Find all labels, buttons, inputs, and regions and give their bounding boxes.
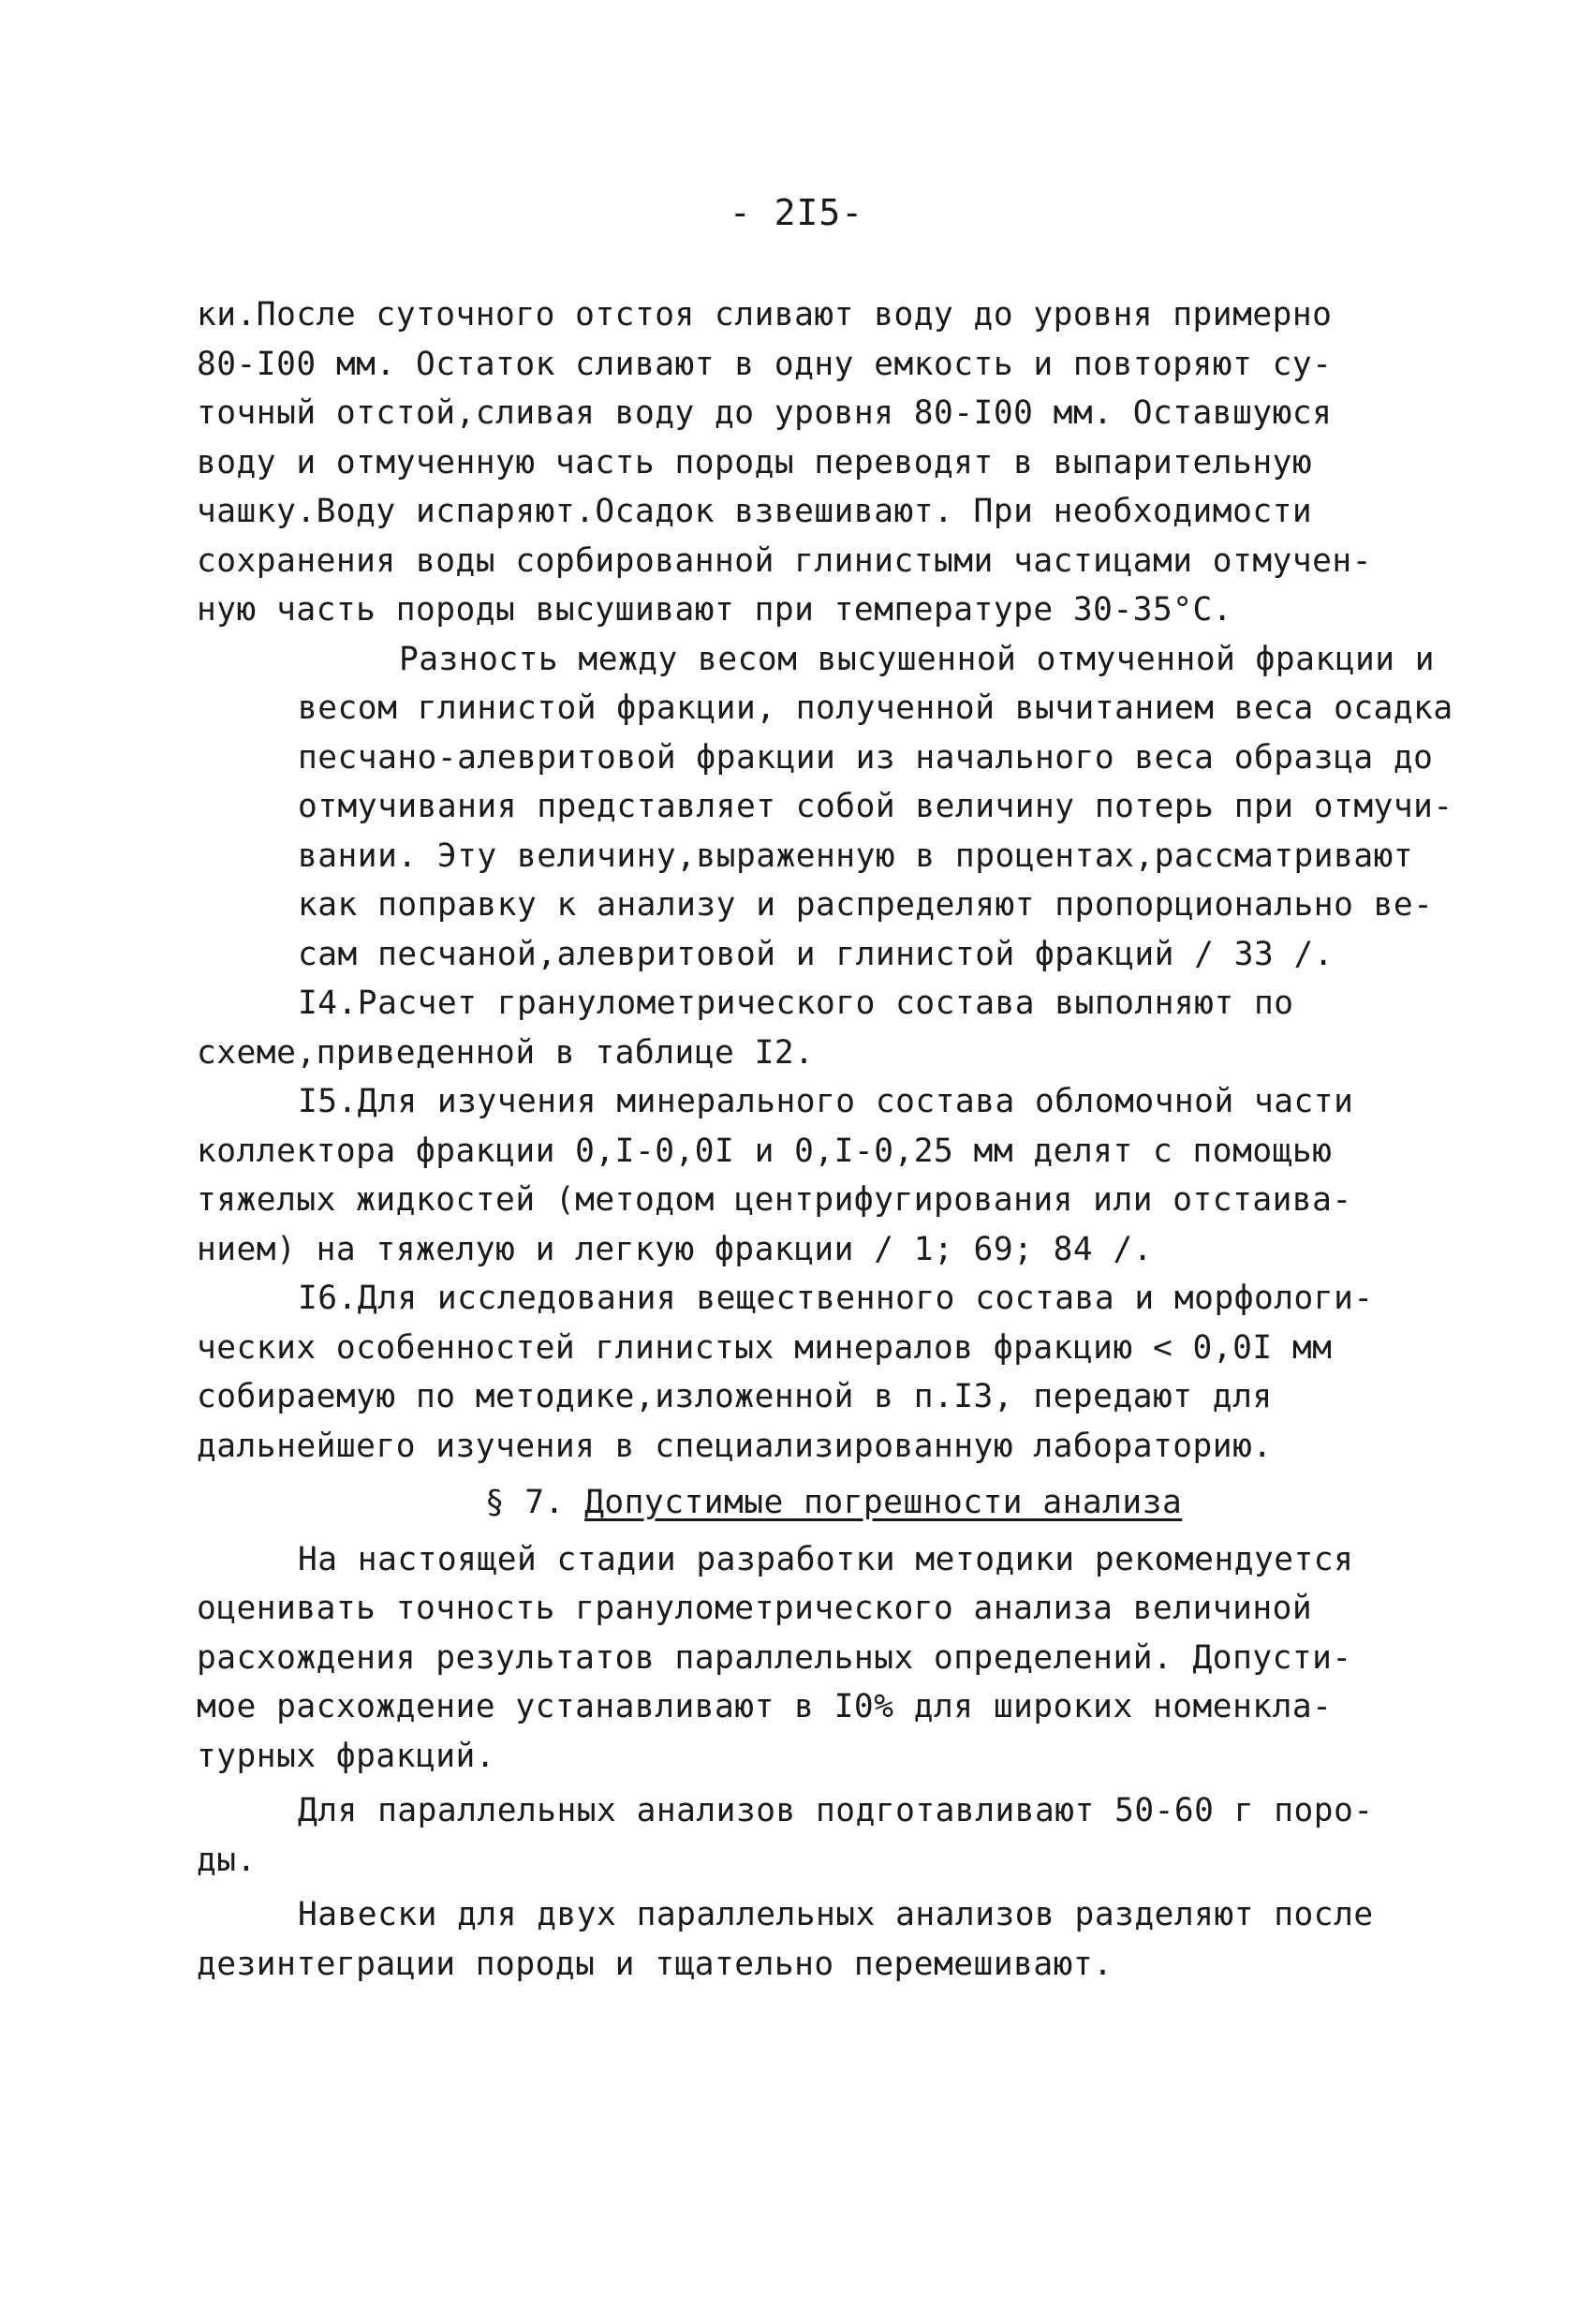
text-line: ды. — [197, 1841, 257, 1879]
paragraph-8 — [197, 1890, 1433, 1989]
text-line: I6.Для исследования вещественного состава и морфологи- — [298, 1280, 1374, 1317]
text-line: Навески для двух параллельных анализов разделяют после — [298, 1896, 1374, 1933]
text-line: I4.Расчет гранулометрического состава выполняют по — [298, 984, 1294, 1022]
text-line: 80-I00 мм. Остаток сливают в одну емкость и повторяют су- — [197, 345, 1333, 383]
text-line: сохранения воды сорбированной глинистыми частицами отмучен- — [197, 541, 1372, 580]
text-line: точный отстой,сливая воду до уровня 80-I00 мм. Оставшуюся — [197, 394, 1333, 432]
text-line: тяжелых жидкостей (методом центрифугирования или отстаива- — [197, 1181, 1352, 1219]
text-line: дальнейшего изучения в специализированную лабораторию. — [197, 1427, 1273, 1465]
paragraph-6 — [197, 1535, 1433, 1782]
text-line: как поправку к анализу и распределяют пропорционально ве- — [298, 886, 1434, 924]
text-line: Разность между весом высушенной отмученной фракции и — [399, 640, 1436, 678]
text-line: I5.Для изучения минерального состава обломочной части — [298, 1083, 1354, 1120]
paragraph-3 — [197, 979, 1433, 1077]
text-line: собираемую по методике,изложенной в п.I3, передают для — [197, 1378, 1273, 1415]
paragraph-7 — [197, 1786, 1433, 1885]
text-line: песчано-алевритовой фракции из начального веса образца до — [298, 738, 1434, 777]
text-line: воду и отмученную часть породы переводят в выпарительную — [197, 443, 1313, 481]
text-line: ческих особенностей глинистых минералов фракцию < 0,0I мм — [197, 1328, 1333, 1367]
section-title: Допустимые погрешности анализа — [584, 1484, 1183, 1521]
text-line: весом глинистой фракции, полученной вычитанием веса осадка — [298, 689, 1453, 727]
section-marker: § 7. — [484, 1484, 565, 1521]
page-number: - 2I5- — [729, 192, 864, 233]
text-line: дезинтеграции породы и тщательно перемешивают. — [197, 1945, 1114, 1983]
text-line: отмучивания представляет собой величину потерь при отмучи- — [298, 788, 1453, 825]
text-line: нием) на тяжелую и легкую фракции / 1; 69; 84 /. — [197, 1230, 1153, 1268]
paragraph-4 — [197, 1077, 1433, 1274]
text-line: коллектора фракции 0,I-0,0I и 0,I-0,25 мм делят с помощью — [197, 1132, 1333, 1170]
text-line: Для параллельных анализов подготавливают 50-60 г поро- — [298, 1792, 1374, 1829]
text-line: схеме,приведенной в таблице I2. — [197, 1033, 815, 1072]
text-line: сам песчаной,алевритовой и глинистой фракций / 33 /. — [298, 935, 1335, 973]
paragraph-2 — [197, 635, 1453, 980]
text-line: чашку.Воду испаряют.Осадок взвешивают. При необходимости — [197, 493, 1313, 530]
text-line: оценивать точность гранулометрического анализа величиной — [197, 1590, 1313, 1627]
section-heading — [197, 1478, 1433, 1528]
body-text — [197, 290, 1453, 1989]
text-line: вании. Эту величину,выраженную в процентах,рассматривают — [298, 836, 1414, 875]
text-line: расхождения результатов параллельных определений. Допусти- — [197, 1638, 1352, 1677]
paragraph-5 — [197, 1274, 1433, 1471]
text-line: мое расхождение устанавливают в I0% для широких номенкла- — [197, 1688, 1333, 1725]
text-line: ки.После суточного отстоя сливают воду до уровня примерно — [197, 296, 1333, 333]
text-line: турных фракций. — [197, 1737, 496, 1775]
paragraph-1 — [197, 290, 1433, 635]
text-line: На настоящей стадии разработки методики рекомендуется — [298, 1540, 1354, 1578]
text-line: ную часть породы высушивают при температуре 30-35°С. — [197, 591, 1233, 629]
